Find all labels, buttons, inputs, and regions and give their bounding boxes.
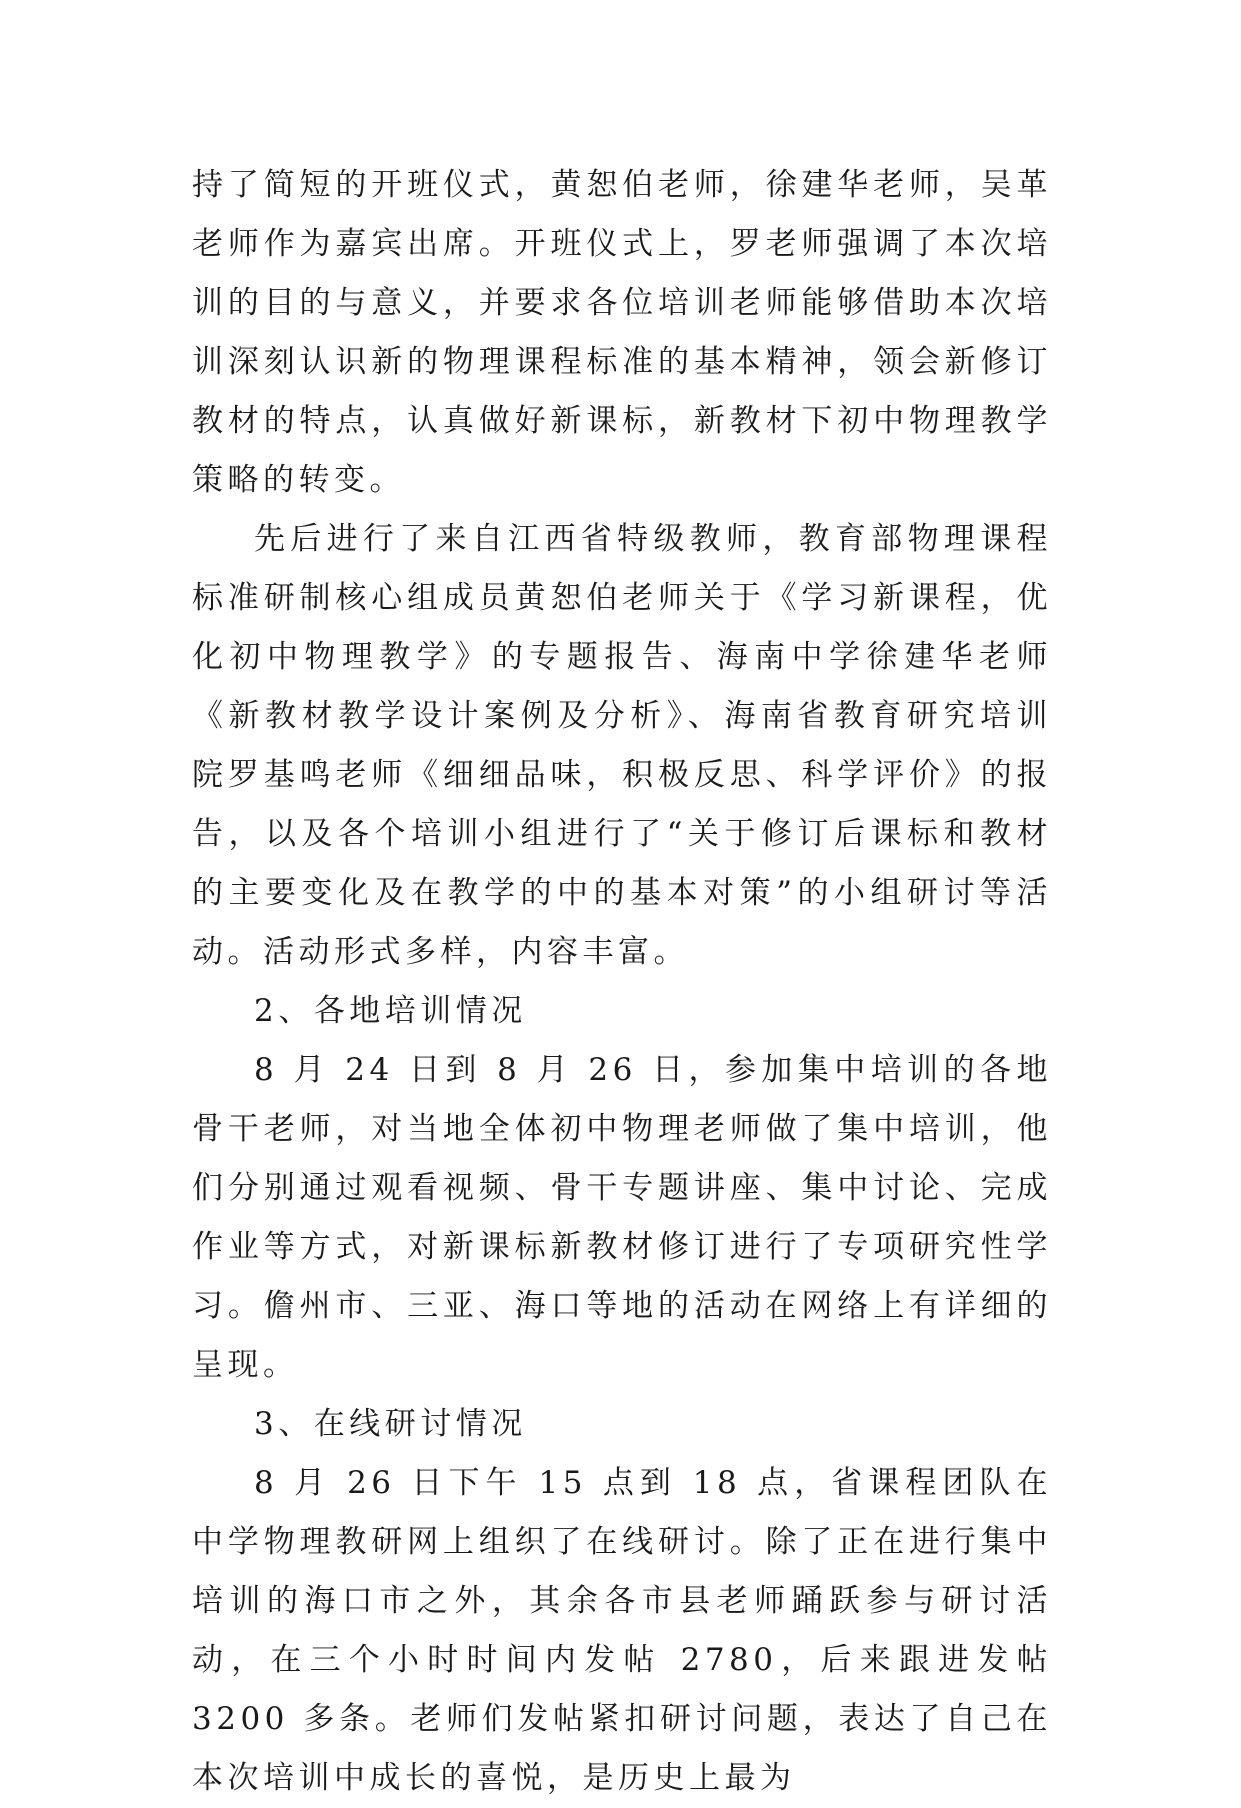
- paragraph-local-training: 8 月 24 日到 8 月 26 日，参加集中培训的各地骨干老师，对当地全体初中物理老师做了集中培训，他们分别通过观看视频、骨干专题讲座、集中讨论、完成作业等方式，对新课标新教材修订进行了专项研究性学习。儋州市、三亚、海口等地的活动在网络上有详细的呈现。: [192, 1052, 1052, 1383]
- section-heading-local-training: 2、各地培训情况: [254, 993, 527, 1029]
- section-heading-online-discussion: 3、在线研讨情况: [254, 1406, 527, 1442]
- paragraph-opening-ceremony: 持了简短的开班仪式，黄恕伯老师，徐建华老师，吴革老师作为嘉宾出席。开班仪式上，罗老师强调了本次培训的目的与意义，并要求各位培训老师能够借助本次培训深刻认识新的物理课程标准的基本精神，领会新修订教材的特点，认真做好新课标，新教材下初中物理教学策略的转变。: [192, 167, 1052, 498]
- document-body: [192, 156, 1052, 1808]
- paragraph-lectures: 先后进行了来自江西省特级教师，教育部物理课程标准研制核心组成员黄恕伯老师关于《学习新课程，优化初中物理教学》的专题报告、海南中学徐建华老师《新教材教学设计案例及分析》、海南省教育研究培训院罗基鸣老师《细细品味，积极反思、科学评价》的报告，以及各个培训小组进行了“关于修订后课标和教材的主要变化及在教学的中的基本对策”的小组研讨等活动。活动形式多样，内容丰富。: [192, 521, 1052, 970]
- paragraph-online-discussion: 8 月 26 日下午 15 点到 18 点，省课程团队在中学物理教研网上组织了在线研讨。除了正在进行集中培训的海口市之外，其余各市县老师踊跃参与研讨活动，在三个小时时间内发帖 2780，后来跟进发帖 3200 多条。老师们发帖紧扣研讨问题，表达了自己在本次培训中成长的喜悦，是历史上最为: [192, 1465, 1052, 1796]
